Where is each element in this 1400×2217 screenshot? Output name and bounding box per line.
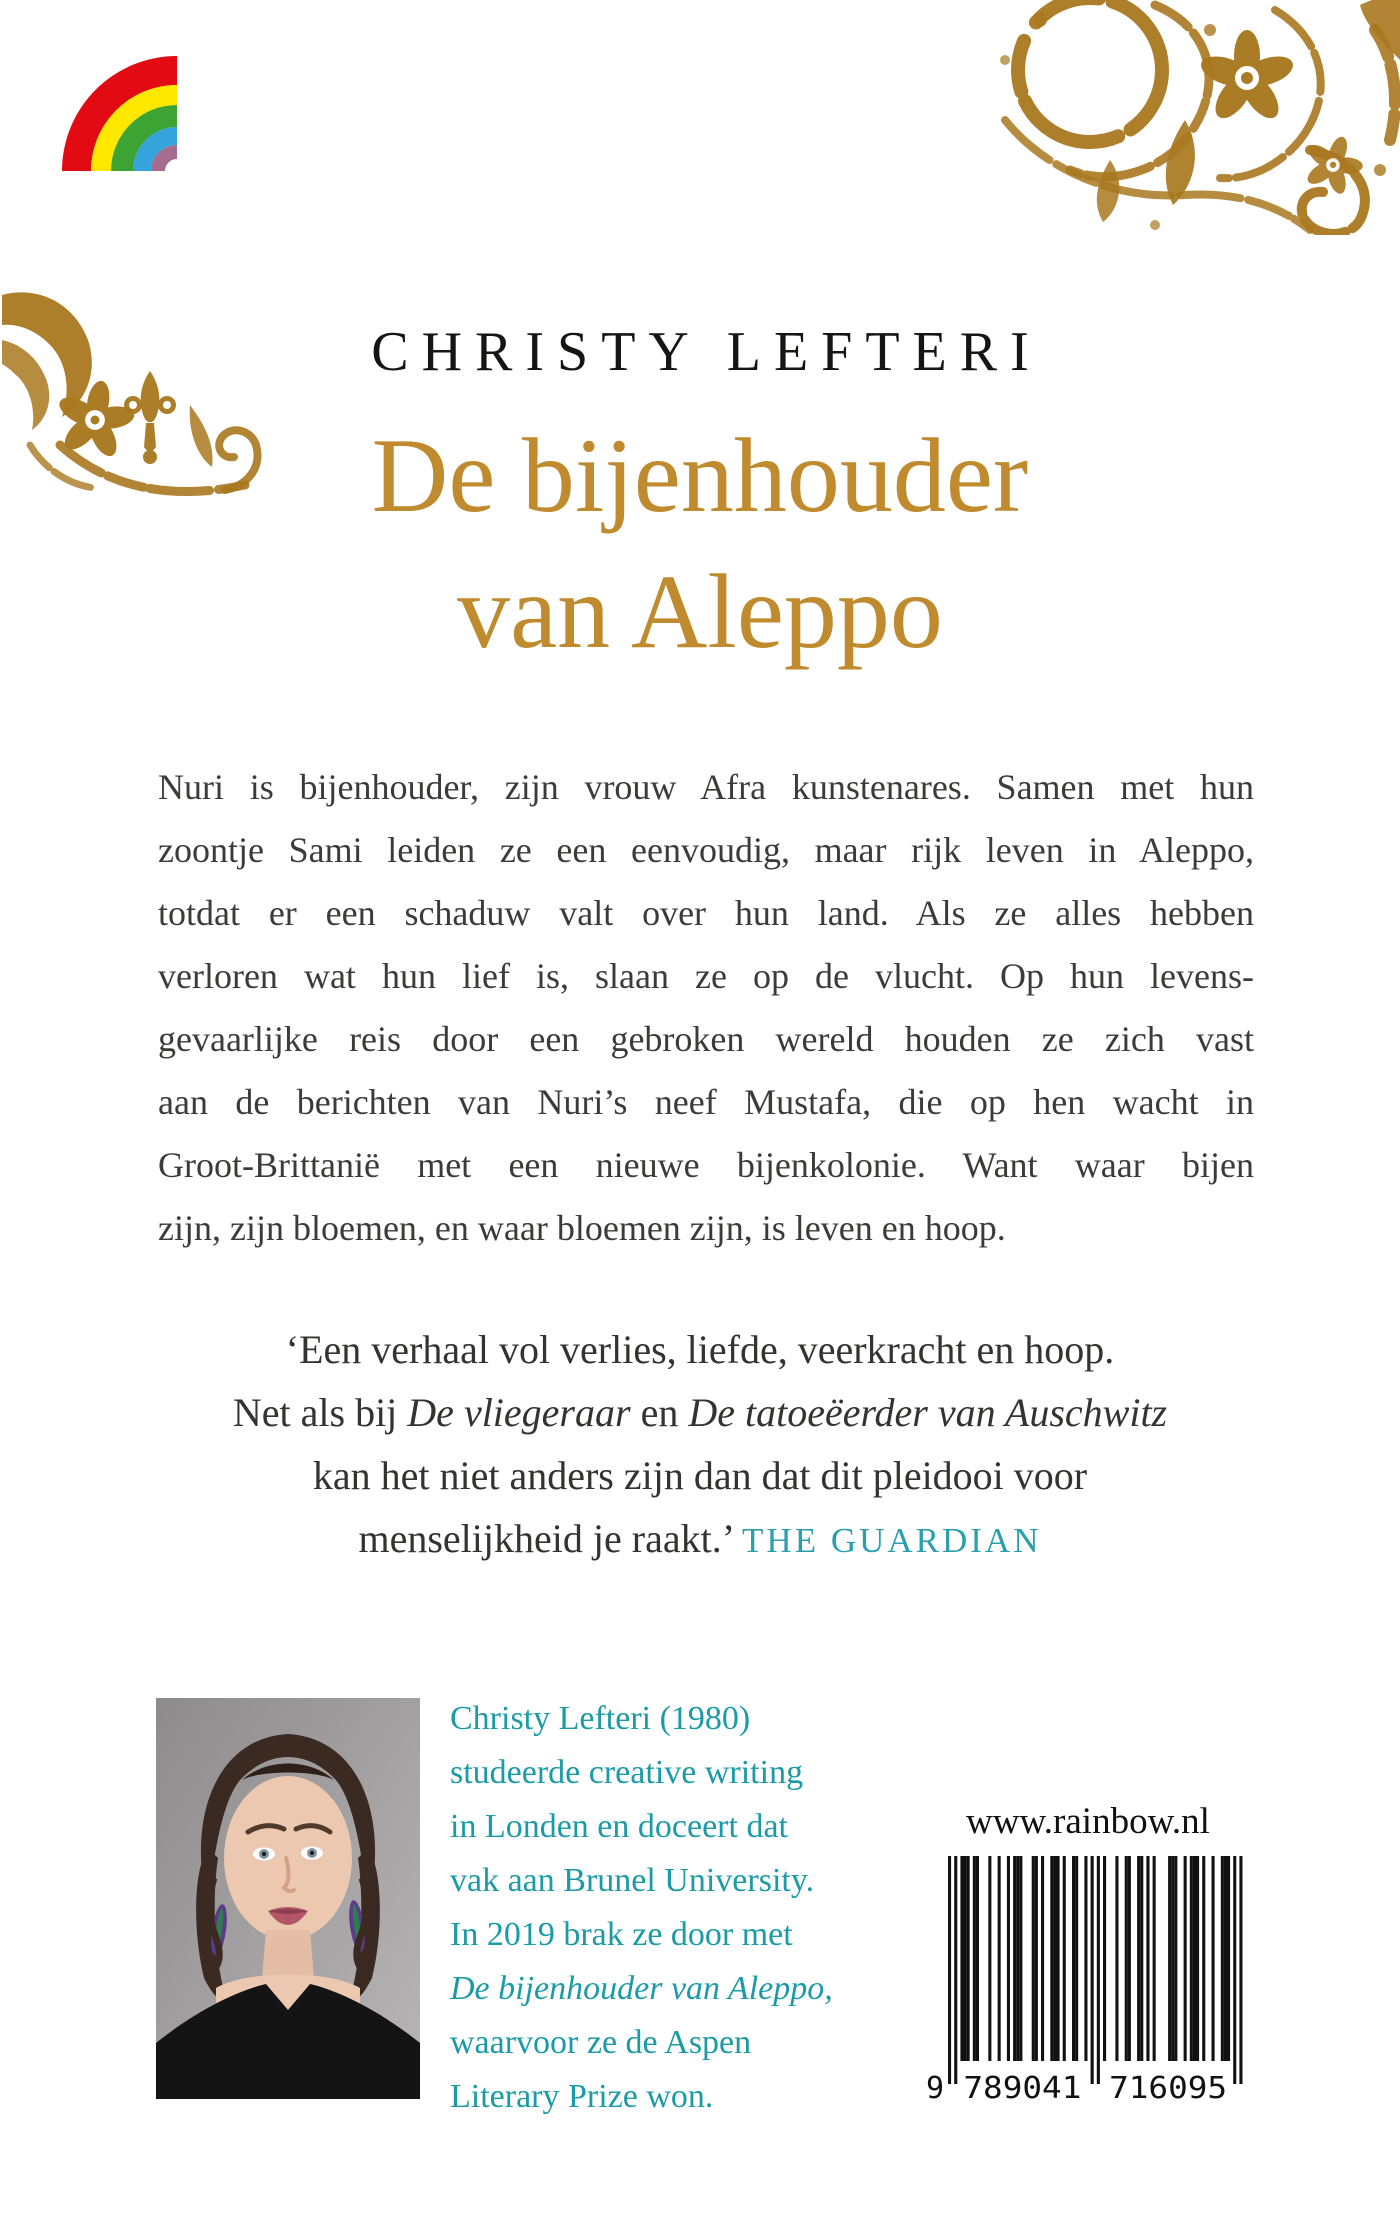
book-title	[0, 408, 1400, 680]
text-line: De bijenhouder van Aleppo,	[450, 1970, 833, 2007]
isbn-barcode	[922, 1856, 1254, 2102]
book-title-line2: van Aleppo	[457, 553, 943, 670]
author-name: CHRISTY LEFTERI	[371, 321, 1042, 383]
text-line: Christy Lefteri (1980)	[450, 1700, 751, 1737]
synopsis-line: totdat er een schaduw valt over hun land. Als ze alles hebben	[158, 893, 1254, 933]
svg-text:9: 9	[926, 2071, 945, 2102]
book-title-line1: De bijenhouder	[371, 417, 1029, 534]
text-line: in Londen en doceert dat	[450, 1808, 788, 1845]
text-line: menselijkheid je raakt.’ THE GUARDIAN	[358, 1516, 1042, 1561]
text-line: Literary Prize won.	[450, 2078, 714, 2115]
synopsis-line: gevaarlijke reis door een gebroken wereld houden ze zich vast	[158, 1019, 1254, 1059]
svg-text:789041: 789041	[963, 2071, 1082, 2102]
author-bio	[450, 1692, 930, 2124]
text-line: ‘Een verhaal vol verlies, liefde, veerkracht en hoop.	[285, 1327, 1115, 1372]
text-line: vak aan Brunel University.	[450, 1862, 815, 1899]
synopsis-line: verloren wat hun lief is, slaan ze op de vlucht. Op hun levens-	[158, 956, 1254, 996]
synopsis-line: Groot-Brittanië met een nieuwe bijenkolonie. Want waar bijen	[158, 1145, 1254, 1185]
author-photo	[156, 1698, 420, 2099]
text-line: In 2019 brak ze door met	[450, 1916, 793, 1953]
synopsis-line: aan de berichten van Nuri’s neef Mustafa, die op hen wacht in	[158, 1082, 1254, 1122]
rainbow-publisher-logo	[62, 56, 180, 174]
text-line: studeerde creative writing	[450, 1754, 804, 1791]
synopsis-line: zijn, zijn bloemen, en waar bloemen zijn, is leven en hoop.	[158, 1208, 1006, 1248]
svg-text:716095: 716095	[1109, 2071, 1228, 2102]
synopsis-line: Nuri is bijenhouder, zijn vrouw Afra kunstenares. Samen met hun	[158, 767, 1254, 807]
publisher-website: www.rainbow.nl	[966, 1801, 1210, 1842]
text-line: waarvoor ze de Aspen	[450, 2024, 752, 2061]
review-quote	[100, 1318, 1300, 1572]
floral-ornament-top-right	[855, 0, 1400, 235]
synopsis-line: zoontje Sami leiden ze een eenvoudig, maar rijk leven in Aleppo,	[158, 830, 1254, 870]
text-line: kan het niet anders zijn dan dat dit pleidooi voor	[312, 1453, 1088, 1498]
synopsis	[158, 756, 1254, 1260]
text-line: Net als bij De vliegeraar en De tatoeëerder van Auschwitz	[232, 1390, 1168, 1435]
